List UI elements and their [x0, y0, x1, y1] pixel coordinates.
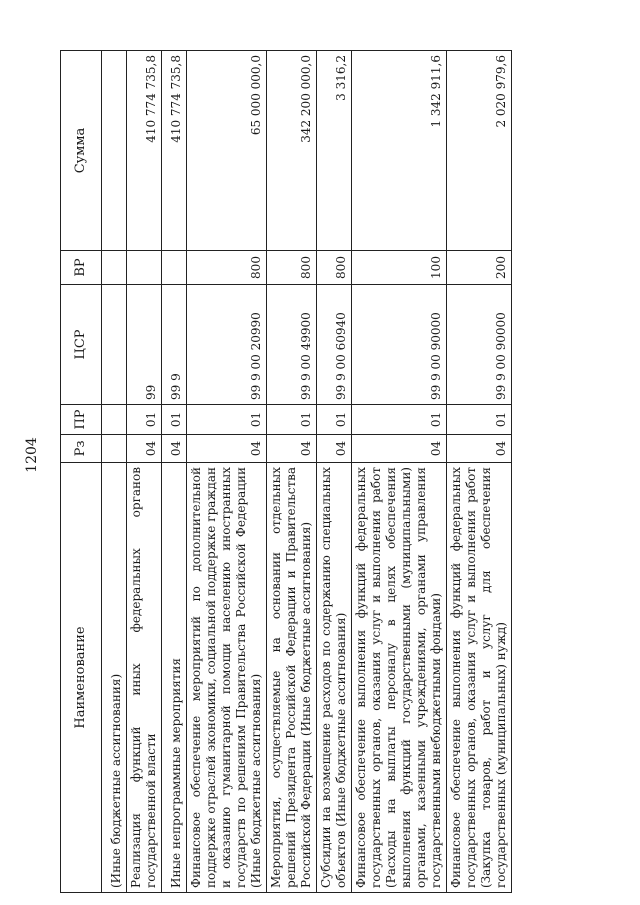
- cell-sum: 410 774 735,8: [127, 51, 162, 251]
- cell-sum: 410 774 735,8: [162, 51, 187, 251]
- cell-csr: 99: [127, 285, 162, 405]
- header-rz: Рз: [61, 435, 102, 463]
- cell-sum: 65 000 000,0: [187, 51, 267, 251]
- cell-vr: [127, 251, 162, 285]
- cell-rz: 04: [127, 435, 162, 463]
- budget-table: [60, 50, 512, 893]
- cell-name: (Иные бюджетные ассигнования): [102, 463, 127, 893]
- table-row: [127, 51, 162, 893]
- table-header-row: [61, 51, 102, 893]
- cell-vr: 800: [267, 251, 317, 285]
- cell-csr: [102, 285, 127, 405]
- cell-sum: 2 020 979,6: [447, 51, 512, 251]
- cell-pr: 01: [352, 405, 447, 435]
- cell-pr: [102, 405, 127, 435]
- cell-sum: 3 316,2: [317, 51, 352, 251]
- cell-pr: 01: [187, 405, 267, 435]
- cell-csr: 99 9 00 90000: [447, 285, 512, 405]
- header-vr: ВР: [61, 251, 102, 285]
- cell-name: Финансовое обеспечение мероприятий по дополнительной поддержке отраслей экономики, социальной поддержке граждан и оказанию гуманитарной помощи населению иностранных государств по решениям Правительства Российской Федерации (Иные бюджетные ассигнования): [187, 463, 267, 893]
- header-csr: ЦСР: [61, 285, 102, 405]
- cell-pr: 01: [267, 405, 317, 435]
- table-row: [447, 51, 512, 893]
- cell-pr: 01: [317, 405, 352, 435]
- table-row: [352, 51, 447, 893]
- cell-csr: 99 9 00 90000: [352, 285, 447, 405]
- table-row: [162, 51, 187, 893]
- cell-rz: 04: [187, 435, 267, 463]
- table-row: [102, 51, 127, 893]
- cell-vr: [102, 251, 127, 285]
- table-row: [317, 51, 352, 893]
- cell-name: Иные непрограммные мероприятия: [162, 463, 187, 893]
- cell-rz: 04: [267, 435, 317, 463]
- cell-name: Реализация функций иных федеральных органов государственной власти: [127, 463, 162, 893]
- cell-rz: 04: [447, 435, 512, 463]
- cell-pr: 01: [162, 405, 187, 435]
- cell-vr: [162, 251, 187, 285]
- cell-sum: [102, 51, 127, 251]
- cell-vr: 200: [447, 251, 512, 285]
- header-sum: Сумма: [61, 51, 102, 251]
- cell-rz: 04: [317, 435, 352, 463]
- cell-pr: 01: [127, 405, 162, 435]
- table-row: [187, 51, 267, 893]
- cell-rz: 04: [352, 435, 447, 463]
- cell-vr: 100: [352, 251, 447, 285]
- cell-csr: 99 9 00 49900: [267, 285, 317, 405]
- cell-csr: 99 9 00 20990: [187, 285, 267, 405]
- cell-rz: 04: [162, 435, 187, 463]
- cell-name: Мероприятия, осуществляемые на основании отдельных решений Президента Российской Федерации и Правительства Российской Федерации (Иные бюджетные ассигнования): [267, 463, 317, 893]
- cell-csr: 99 9: [162, 285, 187, 405]
- header-pr: ПР: [61, 405, 102, 435]
- page-number: 1204: [24, 437, 40, 473]
- header-name: Наименование: [61, 463, 102, 893]
- cell-vr: 800: [317, 251, 352, 285]
- table-row: [267, 51, 317, 893]
- cell-sum: 342 200 000,0: [267, 51, 317, 251]
- cell-name: Финансовое обеспечение выполнения функций федеральных государственных органов, оказания услуг и выполнения работ (Расходы на выплаты персоналу в целях обеспечения выполнения функций государственными (муниципальными) органами, казенными учреждениями, органами управления государственными внебюджетными фондами): [352, 463, 447, 893]
- cell-name: Финансовое обеспечение выполнения функций федеральных государственных органов, оказания услуг и выполнения работ (Закупка товаров, работ и услуг для обеспечения государственных (муниципальных) нужд): [447, 463, 512, 893]
- cell-rz: [102, 435, 127, 463]
- cell-pr: 01: [447, 405, 512, 435]
- cell-name: Субсидии на возмещение расходов по содержанию специальных объектов (Иные бюджетные ассигнования): [317, 463, 352, 893]
- cell-csr: 99 9 00 60940: [317, 285, 352, 405]
- cell-sum: 1 342 911,6: [352, 51, 447, 251]
- cell-vr: 800: [187, 251, 267, 285]
